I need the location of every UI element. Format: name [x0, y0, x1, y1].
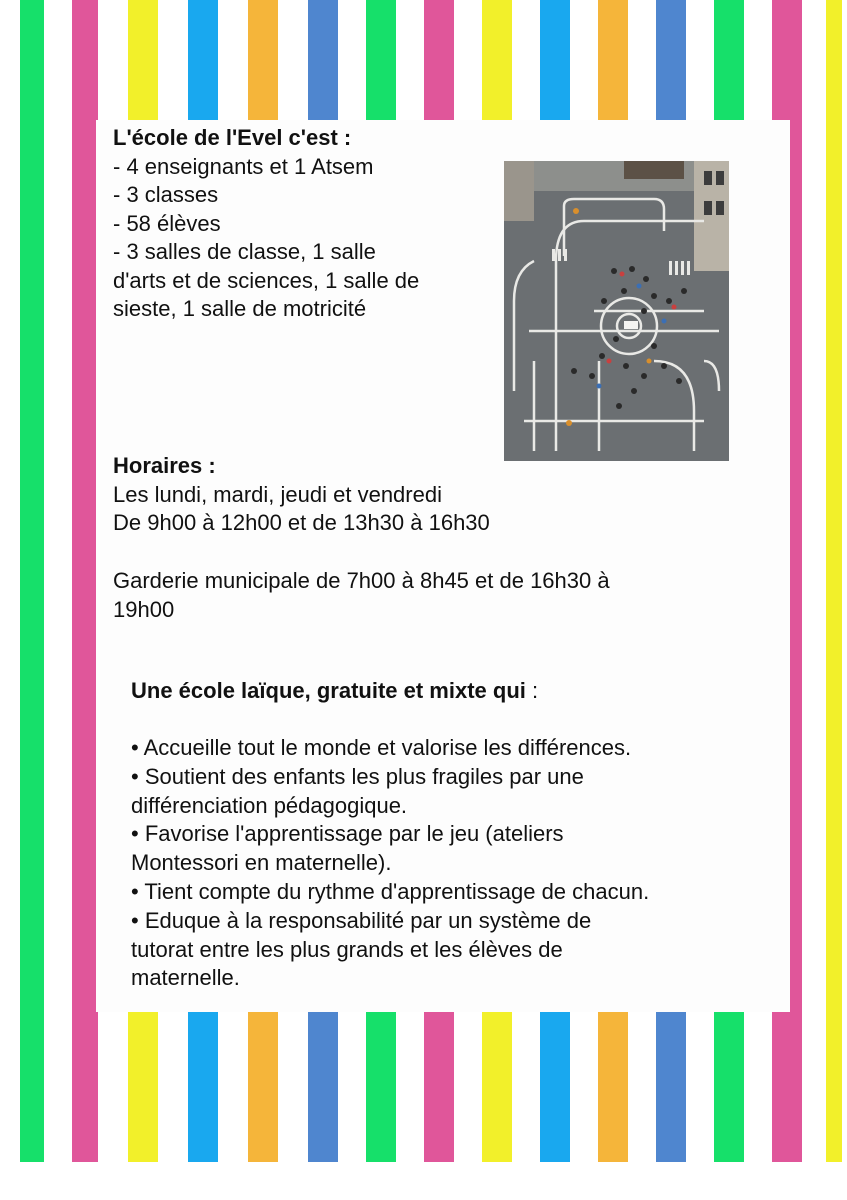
stripe	[20, 0, 44, 1162]
stripe	[826, 0, 842, 1162]
values-heading-suffix: :	[525, 678, 539, 703]
horaires-line: Les lundi, mardi, jeudi et vendredi	[113, 481, 442, 507]
intro-line: - 3 salles de classe, 1 salle	[113, 239, 376, 264]
values-line: • Favorise l'apprentissage par le jeu (ateliers	[131, 821, 564, 847]
values-line: • Tient compte du rythme d'apprentissage de chacun.	[131, 878, 650, 904]
horaires-block	[113, 452, 490, 538]
intro-block	[113, 124, 419, 324]
values-line: • Soutient des enfants les plus fragiles par une	[131, 763, 584, 789]
intro-line: sieste, 1 salle de motricité	[113, 296, 367, 321]
horaires-heading: Horaires :	[113, 453, 216, 478]
values-list	[131, 734, 649, 993]
intro-line: - 58 élèves	[113, 210, 221, 236]
values-line: • Accueille tout le monde et valorise les différences.	[131, 735, 632, 760]
intro-line: - 4 enseignants et 1 Atsem	[113, 153, 374, 179]
values-line: maternelle.	[131, 965, 240, 991]
intro-line: - 3 classes	[113, 182, 219, 207]
stripe	[72, 0, 98, 1162]
garderie-block	[113, 567, 610, 624]
schoolyard-photo	[504, 161, 729, 461]
intro-line: d'arts et de sciences, 1 salle de	[113, 267, 420, 293]
garderie-line: 19h00	[113, 596, 175, 622]
values-line: différenciation pédagogique.	[131, 792, 408, 818]
garderie-line: Garderie municipale de 7h00 à 8h45 et de 16h30 à	[113, 568, 610, 593]
values-line: Montessori en maternelle).	[131, 850, 392, 876]
values-heading-block	[131, 677, 538, 706]
values-heading-line	[131, 677, 538, 706]
values-line: • Eduque à la responsabilité par un système de	[131, 907, 592, 933]
intro-heading: L'école de l'Evel c'est :	[113, 125, 352, 150]
horaires-line: De 9h00 à 12h00 et de 13h30 à 16h30	[113, 510, 490, 535]
values-line: tutorat entre les plus grands et les élèves de	[131, 936, 563, 962]
values-heading: Une école laïque, gratuite et mixte qui	[131, 678, 526, 703]
